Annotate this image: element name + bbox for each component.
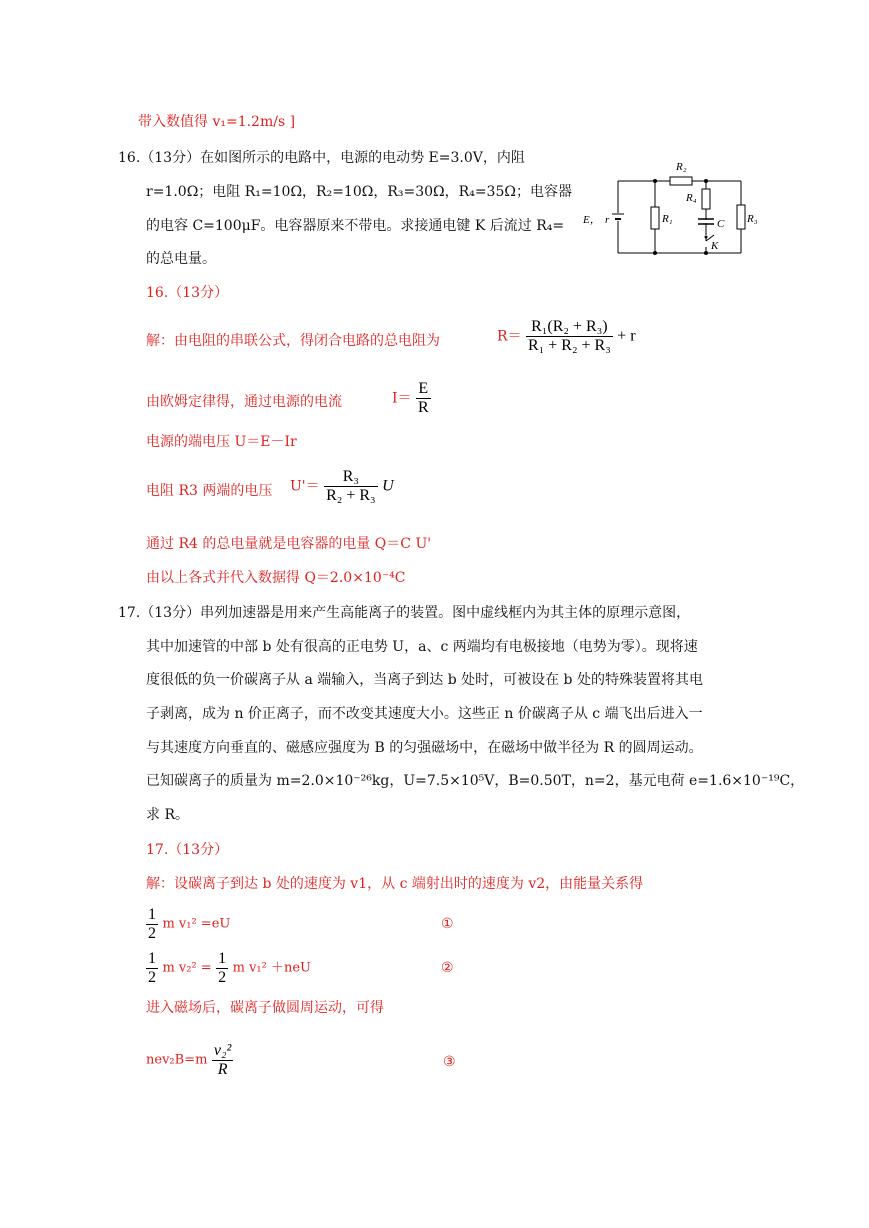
solution16-eq4: U'＝ $\frac{\text{R₃}}{\text{R₂ + R₃}}$ U	[290, 468, 394, 504]
eq-mark-2: ②	[441, 960, 454, 976]
eq-mark-1: ①	[441, 916, 454, 932]
label-r: r	[605, 214, 610, 226]
problem17-line6: 已知碳离子的质量为 m=2.0×10⁻²⁶kg，U=7.5×10⁵V，B=0.50T，n=2，基元电荷 e=1.6×10⁻¹⁹C，	[146, 773, 805, 789]
label-C: C	[717, 218, 725, 230]
solution17-eq1: $\frac{1}{2}$ m v₁² =eU	[148, 906, 231, 942]
problem16-line3: 的电容 C=100μF。电容器原来不带电。求接通电键 K 后流过 R₄=	[146, 218, 565, 234]
problem17-line7: 求 R。	[146, 807, 189, 823]
label-R3: R₃	[747, 213, 758, 225]
problem17-line3: 度很低的负一价碳离子从 a 端输入，当离子到达 b 处时，可被设在 b 处的特殊装置将其电	[146, 672, 703, 688]
solution16-line5: 通过 R4 的总电量就是电容器的电量 Q＝C U'	[146, 536, 432, 552]
problem17-line2: 其中加速管的中部 b 处有很高的正电势 U，a、c 两端均有电极接地（电势为零）。现将速	[146, 639, 698, 655]
solution16-line4-text: 电阻 R3 两端的电压	[146, 483, 273, 499]
label-E: E，	[583, 214, 601, 226]
solution17-heading: 17.（13分）	[146, 842, 229, 858]
solution17-eq2: $\frac{1}{2}$ m v₂² = $\frac{1}{2}$ m v₁² ＋neU	[148, 950, 312, 986]
label-K: K	[711, 240, 719, 252]
problem16-line1: 16.（13分）在如图所示的电路中，电源的电动势 E=3.0V，内阻	[118, 150, 525, 166]
label-R4: R₄	[686, 192, 697, 204]
solution16-eq1: R＝ $\frac{\text{R₁(R₂ + R₃)}}{\text{R₁ + R₂ + R₃}}$ + r	[497, 318, 636, 354]
top-result-line: 带入数值得 v₁=1.2m/s ]	[138, 114, 296, 130]
circuit-diagram	[580, 157, 765, 259]
problem17-line1: 17.（13分）串列加速器是用来产生高能离子的装置。图中虚线框内为其主体的原理示意图，	[118, 605, 691, 621]
problem17-line5: 与其速度方向垂直的、磁感应强度为 B 的匀强磁场中，在磁场中做半径为 R 的圆周运动。	[146, 740, 703, 756]
problem16-line4: 的总电量。	[146, 251, 216, 267]
solution17-line1: 解：设碳离子到达 b 处的速度为 v1，从 c 端射出时的速度为 v2，由能量关系得	[146, 876, 644, 892]
solution16-line6: 由以上各式并代入数据得 Q＝2.0×10⁻⁴C	[146, 570, 406, 586]
label-R2: R₂	[676, 161, 687, 173]
solution17-eq3: nev₂B=m $\frac{\text{v₂²}}{R}$	[146, 1042, 232, 1078]
problem16-line2: r=1.0Ω；电阻 R₁=10Ω，R₂=10Ω，R₃=30Ω，R₄=35Ω；电容器	[146, 184, 572, 200]
solution17-line2: 进入磁场后，碳离子做圆周运动，可得	[146, 1000, 384, 1016]
solution16-line1-text: 解：由电阻的串联公式，得闭合电路的总电阻为	[146, 333, 440, 349]
label-R1: R₁	[662, 213, 673, 225]
eq-mark-3: ③	[443, 1054, 456, 1070]
solution16-line2-text: 由欧姆定律得，通过电源的电流	[146, 394, 342, 410]
solution16-line3: 电源的端电压 U＝E－Ir	[146, 434, 297, 450]
solution16-heading: 16.（13分）	[146, 285, 229, 301]
solution16-eq2: I＝ $\frac{E}{R}$	[392, 380, 429, 416]
problem17-line4: 子剥离，成为 n 价正离子，而不改变其速度大小。这些正 n 价碳离子从 c 端飞出后进入一	[146, 706, 703, 722]
